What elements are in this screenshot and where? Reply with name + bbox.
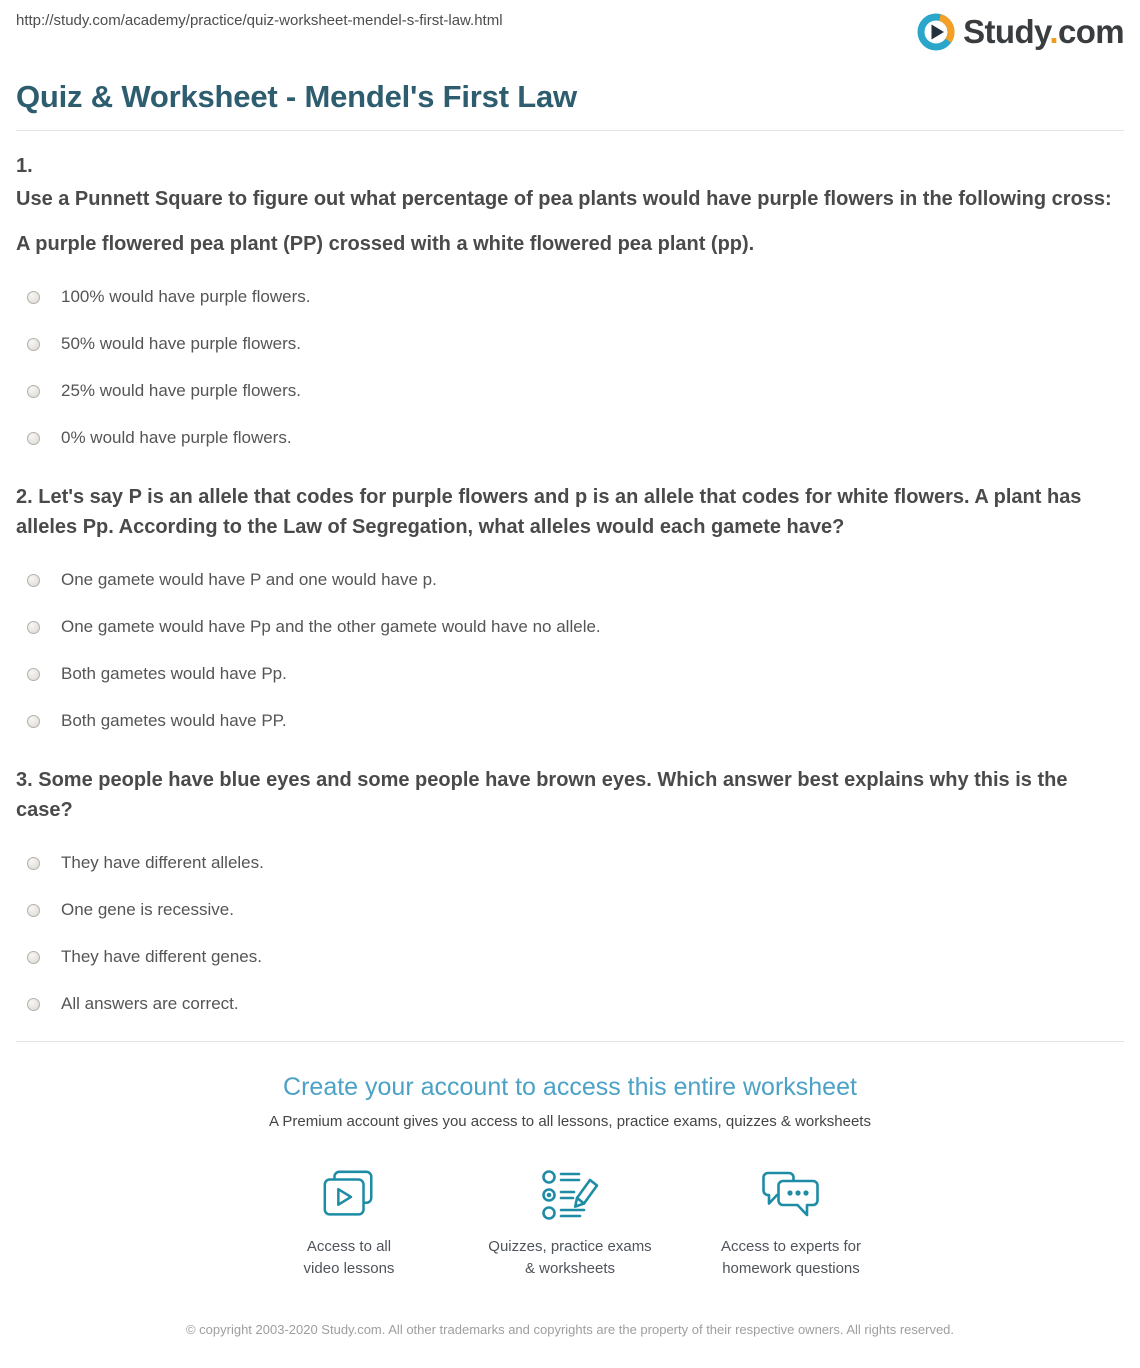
page-header [16, 0, 1124, 52]
answer-option[interactable] [16, 994, 1124, 1014]
cta-subheading: A Premium account gives you access to all lessons, practice exams, quizzes & worksheets [269, 1113, 871, 1130]
answer-option[interactable] [16, 853, 1124, 873]
option-label[interactable]: One gamete would have P and one would have p. [61, 570, 437, 589]
question-2-number: 2. [16, 486, 33, 508]
answer-option[interactable] [16, 570, 1124, 590]
quiz-worksheets-icon [460, 1166, 681, 1224]
page-footer [16, 1320, 1124, 1340]
radio-button[interactable] [27, 668, 40, 681]
feature-expert-help [681, 1166, 902, 1280]
question-3-number: 3. [16, 769, 33, 791]
studycom-logo[interactable] [916, 12, 1124, 52]
radio-button[interactable] [27, 621, 40, 634]
feature-quizzes-worksheets [460, 1166, 681, 1280]
question-2 [16, 482, 1124, 731]
question-2-text: 2. Let's say P is an allele that codes for purple flowers and p is an allele that codes for white flowers. A plant has alleles Pp. According to the Law of Segregation, what alleles would each gamete have? [16, 486, 1082, 538]
question-1-subtext: A purple flowered pea plant (PP) crossed with a white flowered pea plant (pp). [16, 233, 755, 255]
radio-button[interactable] [27, 432, 40, 445]
cta-heading: Create your account to access this entire worksheet [283, 1073, 857, 1101]
option-label[interactable]: Both gametes would have PP. [61, 711, 287, 730]
option-label[interactable]: One gamete would have Pp and the other gamete would have no allele. [61, 617, 601, 636]
radio-button[interactable] [27, 385, 40, 398]
radio-button[interactable] [27, 857, 40, 870]
option-label[interactable]: All answers are correct. [61, 994, 239, 1013]
answer-option[interactable] [16, 287, 1124, 307]
question-1-options [16, 287, 1124, 448]
copyright-text: © copyright 2003-2020 Study.com. All other trademarks and copyrights are the property of their respective owners. All rights reserved. [185, 1321, 955, 1337]
option-label[interactable]: 50% would have purple flowers. [61, 334, 302, 353]
feature-label: Quizzes, practice exams & worksheets [488, 1238, 652, 1277]
radio-button[interactable] [27, 904, 40, 917]
question-2-options [16, 570, 1124, 731]
answer-option[interactable] [16, 334, 1124, 354]
create-account-section [16, 1073, 1124, 1280]
answer-option[interactable] [16, 617, 1124, 637]
experts-chat-icon [681, 1166, 902, 1224]
option-label[interactable]: 100% would have purple flowers. [61, 287, 311, 306]
option-label[interactable]: Both gametes would have Pp. [61, 664, 287, 683]
answer-option[interactable] [16, 664, 1124, 684]
radio-button[interactable] [27, 951, 40, 964]
radio-button[interactable] [27, 998, 40, 1011]
feature-label: Access to all video lessons [303, 1238, 395, 1277]
studycom-logo-icon [916, 12, 956, 52]
answer-option[interactable] [16, 428, 1124, 448]
answer-option[interactable] [16, 947, 1124, 967]
option-label[interactable]: 25% would have purple flowers. [61, 381, 302, 400]
question-3 [16, 765, 1124, 1014]
radio-button[interactable] [27, 715, 40, 728]
option-label[interactable]: 0% would have purple flowers. [61, 428, 292, 447]
answer-option[interactable] [16, 711, 1124, 731]
feature-video-lessons [239, 1166, 460, 1280]
question-1-number: 1. [16, 155, 33, 177]
feature-label: Access to experts for homework questions [720, 1238, 862, 1277]
title-divider [16, 130, 1124, 131]
question-1 [16, 155, 1124, 448]
cta-divider [16, 1041, 1124, 1042]
page-url: http://study.com/academy/practice/quiz-worksheet-mendel-s-first-law.html [16, 12, 503, 29]
option-label[interactable]: They have different genes. [61, 947, 262, 966]
feature-list [16, 1166, 1124, 1280]
radio-button[interactable] [27, 291, 40, 304]
logo-dot: . [1049, 13, 1058, 50]
answer-option[interactable] [16, 900, 1124, 920]
radio-button[interactable] [27, 574, 40, 587]
logo-study: Study [963, 13, 1050, 50]
radio-button[interactable] [27, 338, 40, 351]
option-label[interactable]: They have different alleles. [61, 853, 264, 872]
question-1-text: Use a Punnett Square to figure out what percentage of pea plants would have purple flowers in the following cross: [16, 188, 1112, 210]
logo-com: com [1057, 13, 1124, 50]
video-lessons-icon [239, 1166, 460, 1224]
answer-option[interactable] [16, 381, 1124, 401]
page-title: Quiz & Worksheet - Mendel's First Law [16, 79, 577, 114]
question-3-options [16, 853, 1124, 1014]
question-3-text: 3. Some people have blue eyes and some people have brown eyes. Which answer best explains why this is the case? [16, 769, 1068, 821]
studycom-logo-text [963, 13, 1124, 51]
option-label[interactable]: One gene is recessive. [61, 900, 234, 919]
